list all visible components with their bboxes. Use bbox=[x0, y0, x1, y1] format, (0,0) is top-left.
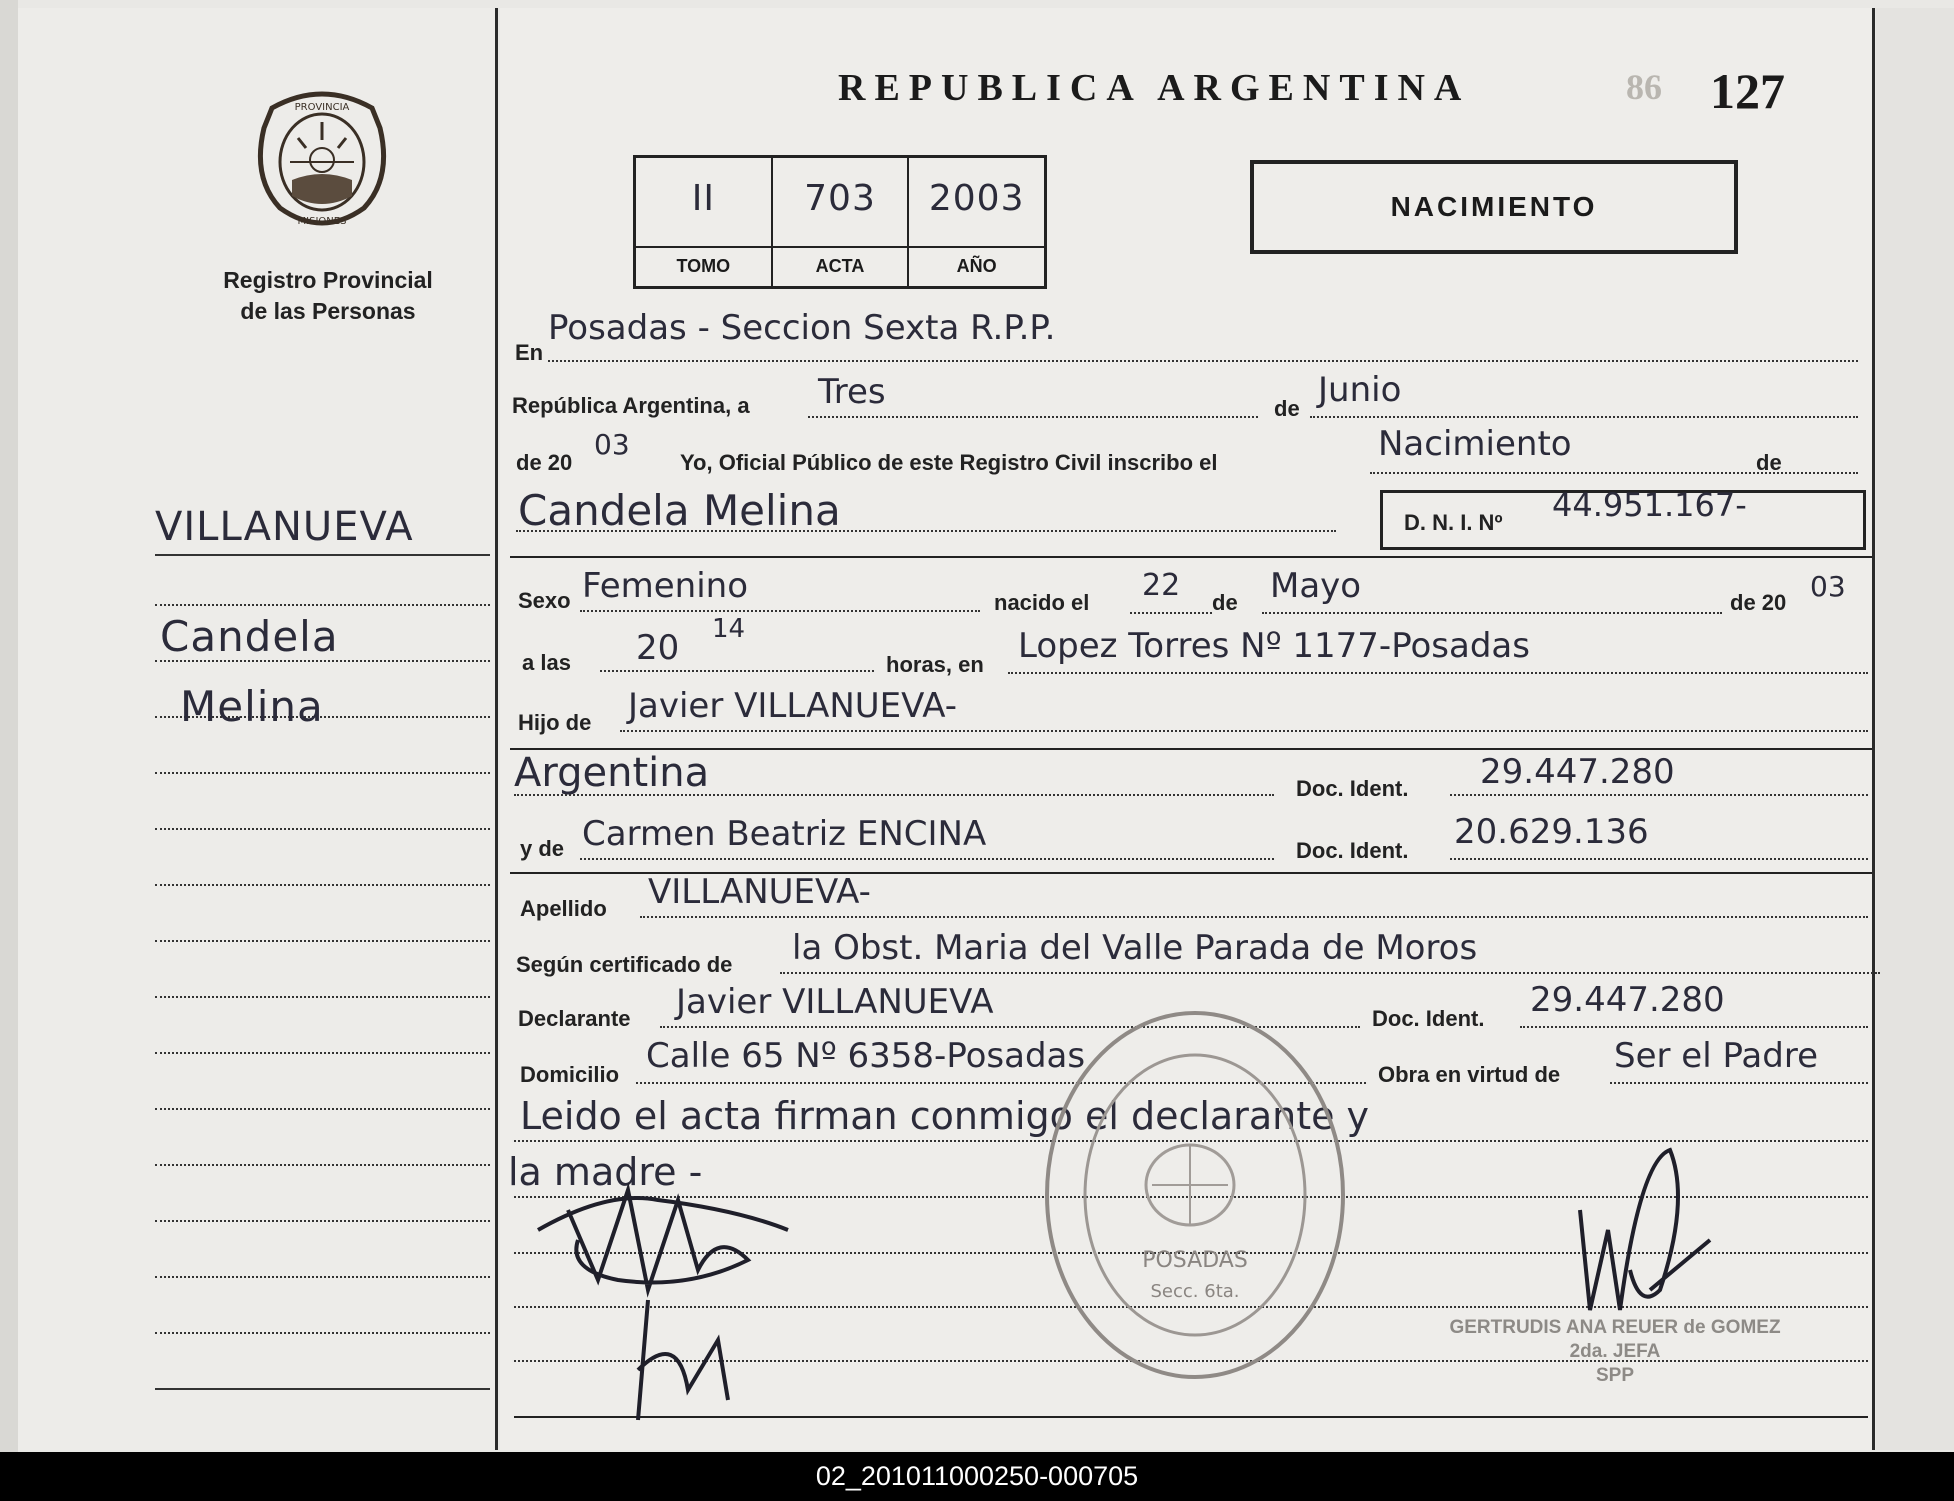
acta-cell bbox=[773, 158, 910, 286]
acta-value: 703 bbox=[804, 178, 876, 219]
en-value: Posadas - Seccion Sexta R.P.P. bbox=[548, 308, 1056, 348]
right-margin bbox=[1876, 8, 1954, 1450]
act-de-label: de bbox=[1756, 450, 1782, 475]
scan-id-footer: 02_201011000250-000705 bbox=[0, 1452, 1954, 1501]
month-de-label: de bbox=[1274, 396, 1300, 421]
hour-value: 20 bbox=[636, 628, 680, 668]
officer-stamp bbox=[1430, 1316, 1800, 1388]
by-virtue-line bbox=[1610, 1082, 1868, 1084]
day-line bbox=[808, 416, 1258, 418]
officer-statement: Yo, Oficial Público de este Registro Civil inscribo el bbox=[680, 450, 1218, 475]
certificate-line bbox=[780, 972, 1880, 974]
faint-number: 86 bbox=[1626, 67, 1662, 107]
mother-doc-label: Doc. Ident. bbox=[1296, 838, 1409, 863]
separator-father bbox=[510, 748, 1872, 750]
father-name-value: Javier VILLANUEVA- bbox=[628, 686, 958, 726]
nationality-line bbox=[514, 794, 1274, 796]
stamp-section: Secc. 6ta. bbox=[1150, 1281, 1240, 1302]
stub-given-name-2: Melina bbox=[180, 682, 324, 731]
en-label: En bbox=[515, 340, 544, 365]
officer-office: SPP bbox=[1595, 1365, 1635, 1386]
by-virtue-label: Obra en virtud de bbox=[1378, 1062, 1561, 1087]
sex-line bbox=[580, 610, 980, 612]
republica-label: República Argentina, a bbox=[512, 393, 750, 418]
birth-de-label: de bbox=[1212, 590, 1238, 615]
mother-name-value: Carmen Beatriz ENCINA bbox=[582, 814, 987, 854]
document-title: REPUBLICA ARGENTINA bbox=[838, 67, 1471, 109]
seal-bottom-text: MISIONES bbox=[297, 216, 347, 227]
act-line bbox=[1370, 472, 1858, 474]
declarant-doc-line bbox=[1520, 1026, 1868, 1028]
child-of-label: Hijo de bbox=[518, 710, 592, 735]
child-name-line bbox=[516, 530, 1336, 532]
birth-day-value: 22 bbox=[1142, 568, 1181, 603]
tomo-cell bbox=[636, 158, 773, 286]
mother-doc-value: 20.629.136 bbox=[1454, 812, 1649, 852]
registry-line-1: Registro Provincial bbox=[223, 267, 433, 293]
father-doc-value: 29.447.280 bbox=[1480, 752, 1675, 792]
hours-in-label: horas, en bbox=[886, 652, 984, 677]
registry-line-2: de las Personas bbox=[240, 298, 416, 324]
born-label: nacido el bbox=[994, 590, 1090, 615]
record-type-box: NACIMIENTO bbox=[1250, 160, 1738, 254]
ano-label: AÑO bbox=[909, 246, 1044, 286]
birth-year-value: 03 bbox=[1810, 570, 1846, 603]
seal-top-text: PROVINCIA bbox=[294, 102, 350, 113]
birth-place-value: Lopez Torres Nº 1177-Posadas bbox=[1018, 626, 1530, 666]
hour-line bbox=[600, 670, 874, 672]
certificate-value: la Obst. Maria del Valle Parada de Moros bbox=[792, 928, 1478, 968]
stamp-city: POSADAS bbox=[1142, 1248, 1248, 1273]
father-doc-label: Doc. Ident. bbox=[1296, 776, 1409, 801]
address-label: Domicilio bbox=[520, 1062, 620, 1087]
officer-name: GERTRUDIS ANA REUER de GOMEZ bbox=[1449, 1317, 1781, 1338]
dni-value: 44.951.167- bbox=[1552, 486, 1747, 524]
declarant-signature bbox=[528, 1170, 798, 1430]
father-doc-line bbox=[1450, 794, 1868, 796]
sex-label: Sexo bbox=[518, 588, 571, 613]
ano-cell bbox=[909, 158, 1044, 286]
reading-line-2: la madre - bbox=[508, 1150, 703, 1194]
birth-place-line bbox=[1008, 672, 1868, 674]
declarant-value: Javier VILLANUEVA bbox=[676, 982, 994, 1022]
month-value: Junio bbox=[1318, 370, 1402, 410]
acta-label: ACTA bbox=[773, 246, 908, 286]
day-value: Tres bbox=[818, 372, 886, 412]
declarant-doc-value: 29.447.280 bbox=[1530, 980, 1725, 1020]
ano-value: 2003 bbox=[928, 178, 1025, 219]
officer-signature bbox=[1560, 1140, 1720, 1320]
stub-surname: VILLANUEVA bbox=[155, 500, 490, 556]
separator-top bbox=[510, 556, 1872, 558]
nationality-value: Argentina bbox=[514, 750, 710, 796]
birth-month-value: Mayo bbox=[1270, 566, 1362, 606]
month-line bbox=[1310, 416, 1858, 418]
declarant-label: Declarante bbox=[518, 1006, 631, 1031]
birth-month-line bbox=[1262, 612, 1722, 614]
mother-line bbox=[580, 858, 1274, 860]
official-stamp-icon bbox=[1040, 1005, 1350, 1385]
reading-line-1: Leido el acta firman conmigo el declarante y bbox=[520, 1094, 1370, 1138]
surname-value: VILLANUEVA- bbox=[648, 872, 871, 912]
dni-label: D. N. I. Nº bbox=[1404, 510, 1503, 535]
tomo-label: TOMO bbox=[636, 246, 771, 286]
officer-title: 2da. JEFA bbox=[1569, 1341, 1661, 1362]
father-line bbox=[620, 730, 1868, 732]
child-name-value: Candela Melina bbox=[518, 486, 841, 535]
year-value: 03 bbox=[594, 428, 630, 461]
year-prefix-label: de 20 bbox=[516, 450, 573, 475]
province-seal-icon bbox=[252, 88, 392, 236]
tomo-value: II bbox=[691, 178, 715, 219]
mother-doc-line bbox=[1450, 858, 1868, 860]
and-of-label: y de bbox=[520, 836, 565, 861]
stub-ruled-lines bbox=[155, 540, 490, 1390]
birth-day-line bbox=[1130, 612, 1212, 614]
declarant-doc-label: Doc. Ident. bbox=[1372, 1006, 1485, 1031]
surname-line bbox=[640, 916, 1868, 918]
stub-given-name-1: Candela bbox=[160, 612, 339, 661]
en-line bbox=[548, 360, 1858, 362]
certificate-label: Según certificado de bbox=[516, 952, 733, 977]
surname-label: Apellido bbox=[520, 896, 607, 921]
act-type-value: Nacimiento bbox=[1378, 424, 1572, 464]
at-label: a las bbox=[522, 650, 571, 675]
address-value: Calle 65 Nº 6358-Posadas bbox=[646, 1036, 1086, 1076]
binding-edge bbox=[0, 0, 18, 1452]
sex-value: Femenino bbox=[582, 566, 748, 606]
minutes-value: 14 bbox=[712, 614, 746, 644]
registry-name bbox=[188, 265, 468, 327]
page-number: 127 bbox=[1710, 63, 1785, 119]
birth-year-prefix-label: de 20 bbox=[1730, 590, 1787, 615]
by-virtue-value: Ser el Padre bbox=[1614, 1036, 1818, 1076]
record-id-box bbox=[633, 155, 1047, 289]
